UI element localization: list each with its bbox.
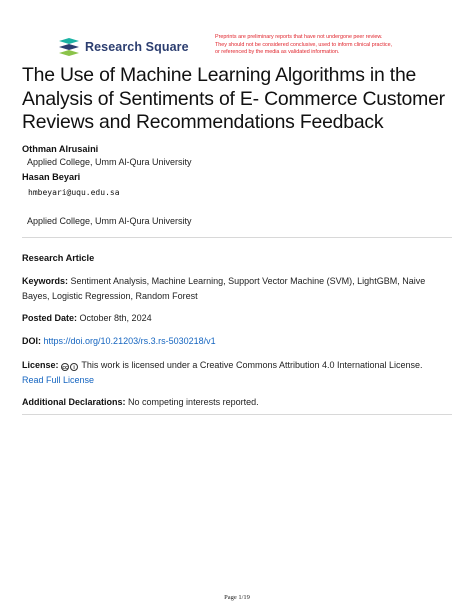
- paper-title: The Use of Machine Learning Algorithms in the Analysis of Sentiments of E- Commerce Customer Reviews and Recommendations Feedback: [22, 64, 445, 134]
- by-icon: i: [70, 363, 78, 371]
- keywords-value: Sentiment Analysis, Machine Learning, Support Vector Machine (SVM), LightGBM, Naive Bayes, Logistic Regression, Random Forest: [22, 276, 426, 301]
- declarations-label: Additional Declarations:: [22, 397, 126, 407]
- disclaimer-line: They should not be considered conclusive, used to inform clinical practice,: [215, 41, 393, 48]
- doi-link[interactable]: https://doi.org/10.21203/rs.3.rs-5030218/v1: [43, 336, 216, 346]
- read-full-license-link[interactable]: Read Full License: [22, 374, 95, 385]
- preprint-disclaimer: [215, 34, 450, 57]
- license-label: License:: [22, 360, 59, 370]
- author-affiliation: Applied College, Umm Al-Qura University: [27, 157, 192, 167]
- author-name: Othman Alrusaini: [22, 144, 99, 154]
- keywords-field: [22, 274, 452, 303]
- keywords-label: Keywords:: [22, 276, 69, 286]
- license-text: This work is licensed under a Creative Commons Attribution 4.0 International License.: [81, 360, 423, 370]
- doi-field: [22, 334, 452, 349]
- author-email[interactable]: hmbeyari@uqu.edu.sa: [28, 188, 120, 197]
- cc-icon: cc: [62, 365, 68, 371]
- brand-name: Research Square: [85, 40, 189, 54]
- research-square-logo[interactable]: [58, 37, 189, 57]
- divider: [22, 237, 452, 238]
- license-field: [22, 358, 452, 387]
- research-square-logo-icon: [58, 37, 80, 57]
- declarations-field: [22, 395, 452, 410]
- article-type: Research Article: [22, 253, 95, 263]
- declarations-value: No competing interests reported.: [128, 397, 259, 407]
- divider: [22, 414, 452, 415]
- disclaimer-line: or referenced by the media as validated information.: [215, 49, 340, 56]
- page-number: Page 1/19: [224, 594, 250, 601]
- author-affiliation: Applied College, Umm Al-Qura University: [27, 216, 192, 226]
- posted-date-field: [22, 311, 452, 326]
- posted-date-value: October 8th, 2024: [79, 313, 152, 323]
- doi-label: DOI:: [22, 336, 41, 346]
- posted-date-label: Posted Date:: [22, 313, 78, 323]
- disclaimer-line: Preprints are preliminary reports that have not undergone peer review.: [215, 34, 383, 40]
- author-name: Hasan Beyari: [22, 172, 81, 182]
